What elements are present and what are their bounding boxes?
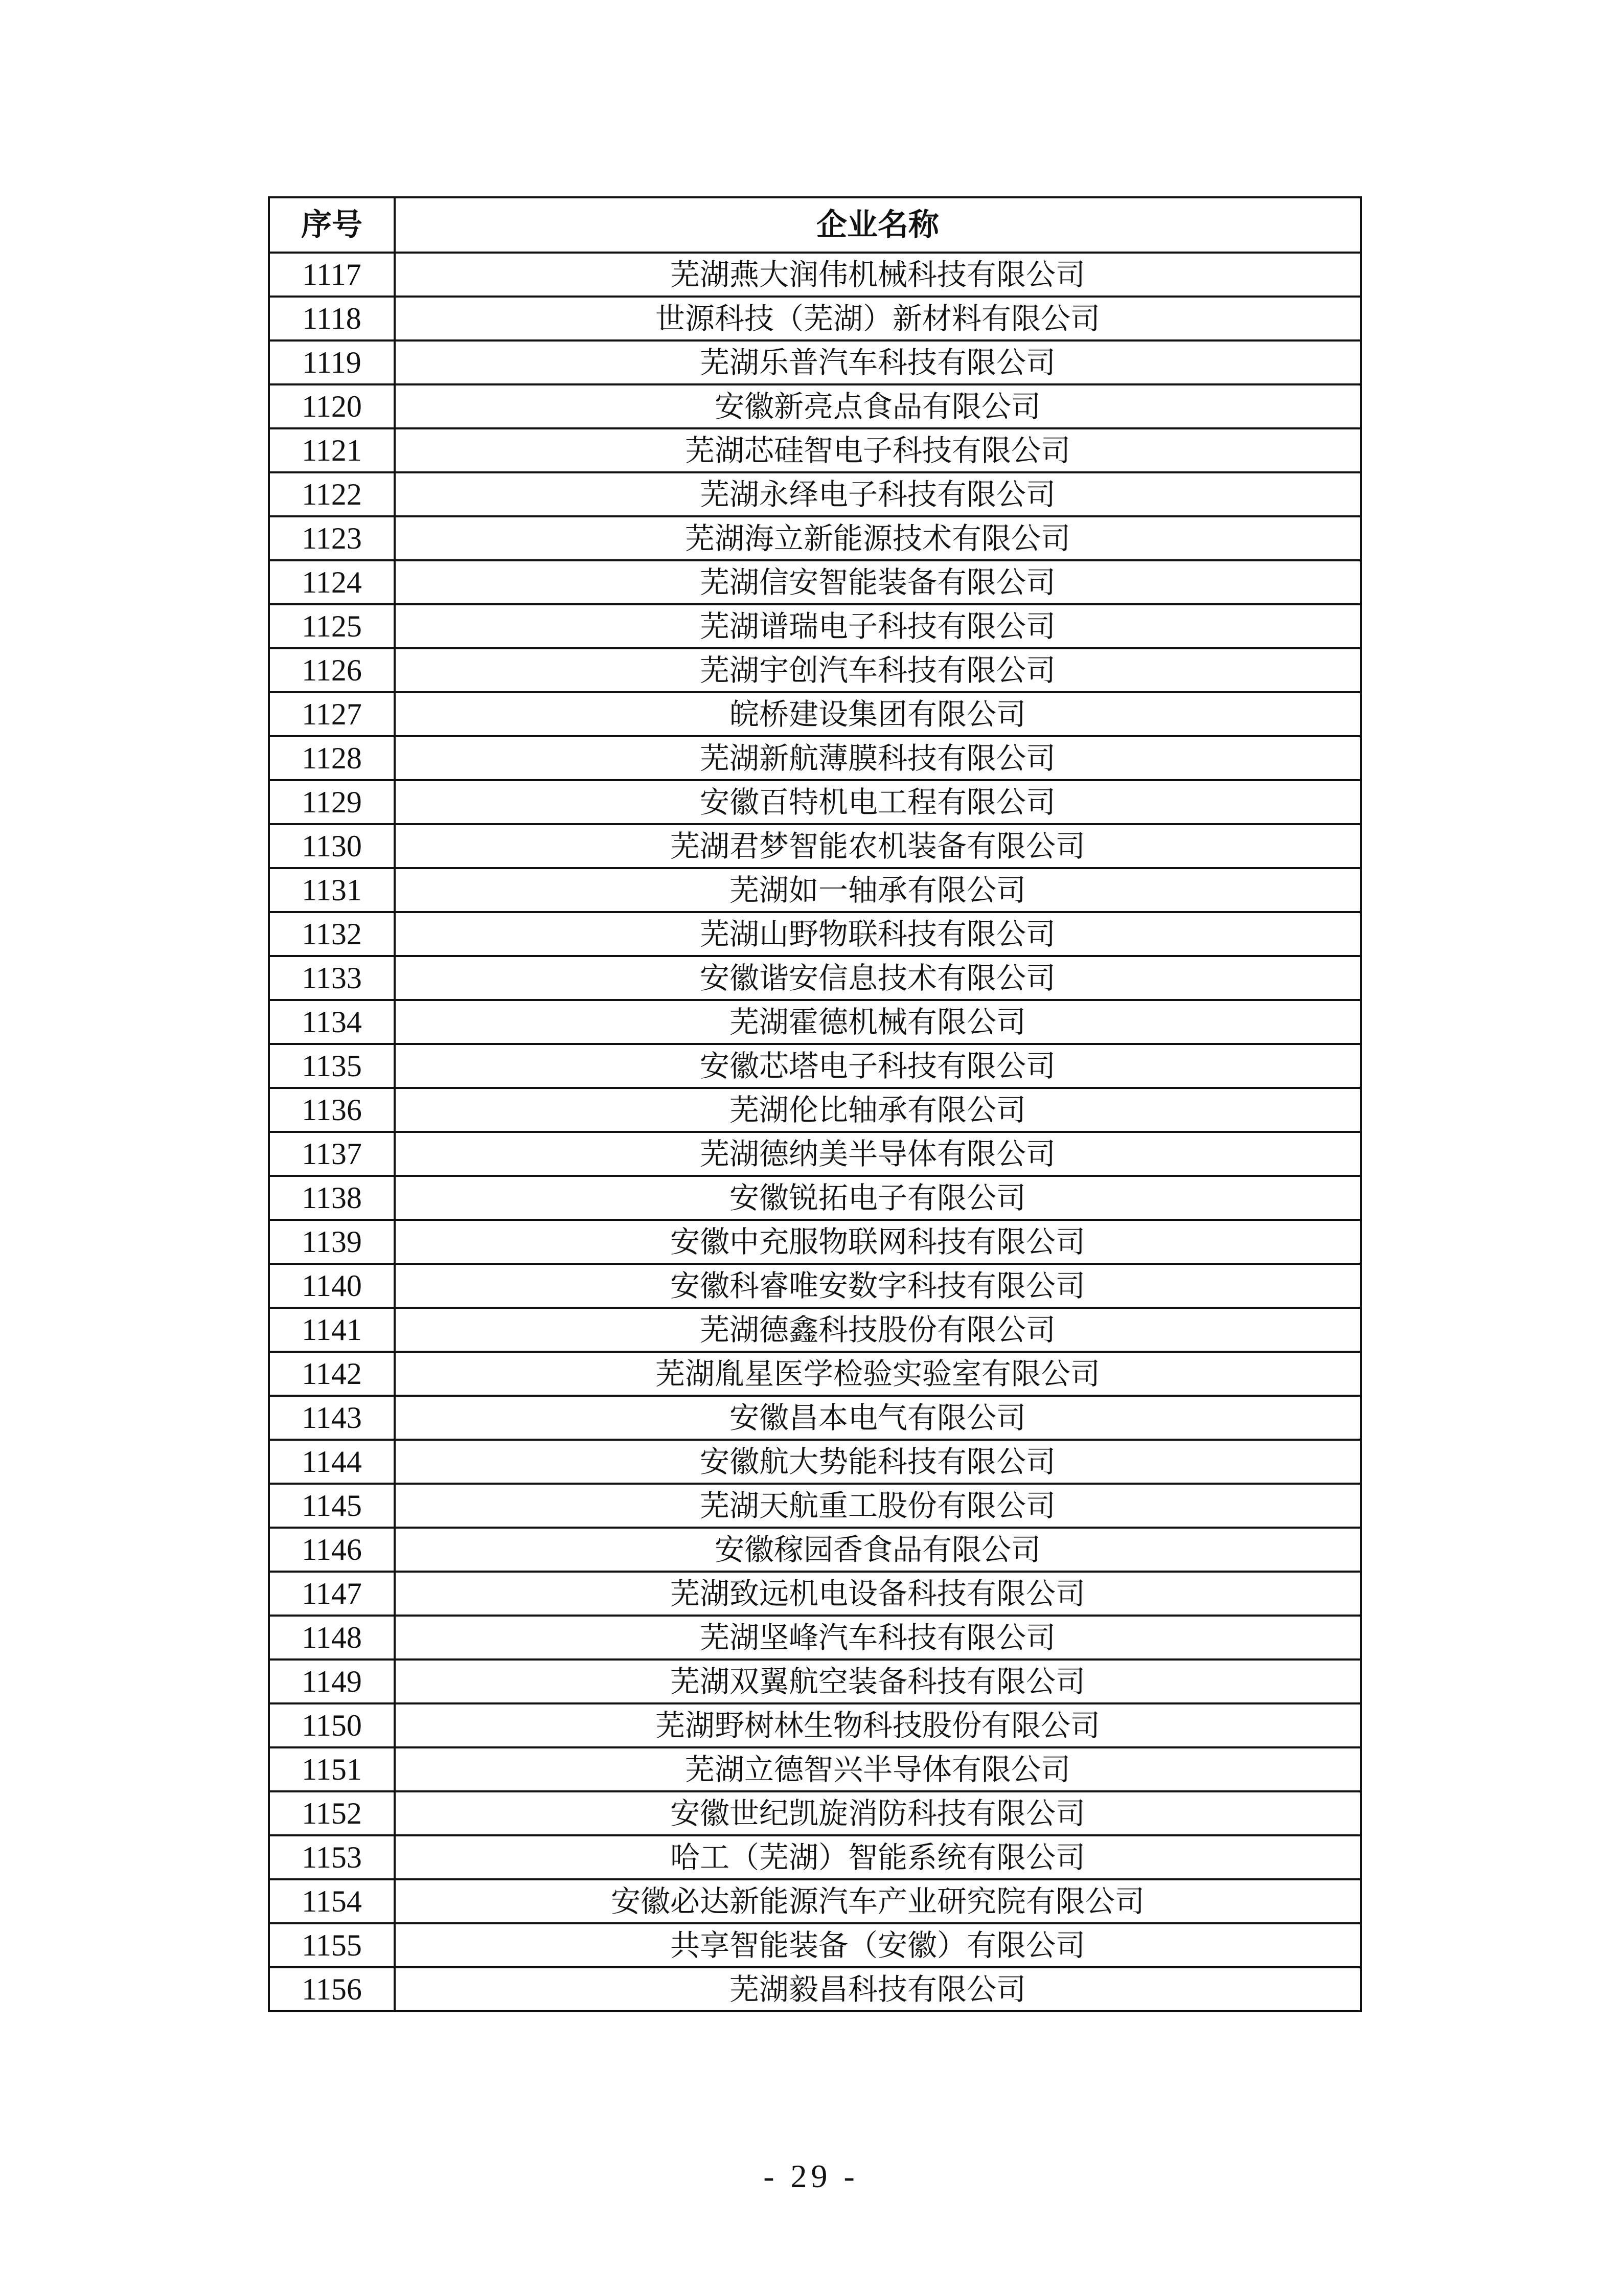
row-number: 1131 xyxy=(269,868,395,912)
table-row xyxy=(269,692,1361,736)
row-number: 1121 xyxy=(269,428,395,472)
row-number: 1151 xyxy=(269,1747,395,1791)
row-number: 1134 xyxy=(269,1000,395,1044)
row-number: 1141 xyxy=(269,1308,395,1352)
company-name: 皖桥建设集团有限公司 xyxy=(395,692,1361,736)
company-name: 芜湖霍德机械有限公司 xyxy=(395,1000,1361,1044)
table-row xyxy=(269,297,1361,340)
company-list-table xyxy=(268,196,1362,2012)
header-number: 序号 xyxy=(269,197,395,253)
row-number: 1156 xyxy=(269,1967,395,2011)
header-company-name: 企业名称 xyxy=(395,197,1361,253)
row-number: 1118 xyxy=(269,297,395,340)
row-number: 1132 xyxy=(269,912,395,956)
company-name: 芜湖立德智兴半导体有限公司 xyxy=(395,1747,1361,1791)
row-number: 1126 xyxy=(269,648,395,692)
row-number: 1120 xyxy=(269,384,395,428)
company-name: 安徽中充服物联网科技有限公司 xyxy=(395,1220,1361,1264)
row-number: 1136 xyxy=(269,1088,395,1132)
company-name: 芜湖芯硅智电子科技有限公司 xyxy=(395,428,1361,472)
company-name: 安徽航大势能科技有限公司 xyxy=(395,1440,1361,1484)
company-name: 芜湖伦比轴承有限公司 xyxy=(395,1088,1361,1132)
company-name: 芜湖双翼航空装备科技有限公司 xyxy=(395,1660,1361,1703)
table-row xyxy=(269,1703,1361,1747)
table-row xyxy=(269,560,1361,604)
company-name: 安徽新亮点食品有限公司 xyxy=(395,384,1361,428)
row-number: 1139 xyxy=(269,1220,395,1264)
company-name: 安徽昌本电气有限公司 xyxy=(395,1396,1361,1440)
company-name: 哈工（芜湖）智能系统有限公司 xyxy=(395,1835,1361,1879)
company-name: 安徽稼园香食品有限公司 xyxy=(395,1528,1361,1572)
row-number: 1153 xyxy=(269,1835,395,1879)
table-row xyxy=(269,516,1361,560)
table-row xyxy=(269,1220,1361,1264)
row-number: 1133 xyxy=(269,956,395,1000)
table-row xyxy=(269,1176,1361,1220)
table-row xyxy=(269,253,1361,297)
company-name: 安徽世纪凯旋消防科技有限公司 xyxy=(395,1791,1361,1835)
row-number: 1123 xyxy=(269,516,395,560)
row-number: 1143 xyxy=(269,1396,395,1440)
table-row xyxy=(269,1923,1361,1967)
table-row xyxy=(269,1396,1361,1440)
company-name: 芜湖信安智能装备有限公司 xyxy=(395,560,1361,604)
table-row xyxy=(269,956,1361,1000)
company-list-table-wrapper xyxy=(268,196,1360,2012)
company-name: 芜湖毅昌科技有限公司 xyxy=(395,1967,1361,2011)
table-row xyxy=(269,1264,1361,1308)
company-name: 安徽百特机电工程有限公司 xyxy=(395,780,1361,824)
table-row xyxy=(269,1879,1361,1923)
table-row xyxy=(269,384,1361,428)
company-name: 芜湖谱瑞电子科技有限公司 xyxy=(395,604,1361,648)
row-number: 1130 xyxy=(269,824,395,868)
table-row xyxy=(269,824,1361,868)
table-row xyxy=(269,1835,1361,1879)
table-row xyxy=(269,1440,1361,1484)
company-name: 安徽谐安信息技术有限公司 xyxy=(395,956,1361,1000)
row-number: 1138 xyxy=(269,1176,395,1220)
table-row xyxy=(269,1791,1361,1835)
table-row xyxy=(269,912,1361,956)
company-name: 安徽芯塔电子科技有限公司 xyxy=(395,1044,1361,1088)
table-body xyxy=(269,253,1361,2011)
table-row xyxy=(269,1088,1361,1132)
company-name: 芜湖新航薄膜科技有限公司 xyxy=(395,736,1361,780)
company-name: 芜湖胤星医学检验实验室有限公司 xyxy=(395,1352,1361,1396)
row-number: 1117 xyxy=(269,253,395,297)
row-number: 1150 xyxy=(269,1703,395,1747)
company-name: 芜湖君梦智能农机装备有限公司 xyxy=(395,824,1361,868)
table-row xyxy=(269,868,1361,912)
row-number: 1135 xyxy=(269,1044,395,1088)
table-row xyxy=(269,340,1361,384)
table-row xyxy=(269,1660,1361,1703)
company-name: 芜湖海立新能源技术有限公司 xyxy=(395,516,1361,560)
company-name: 芜湖坚峰汽车科技有限公司 xyxy=(395,1616,1361,1660)
row-number: 1137 xyxy=(269,1132,395,1176)
row-number: 1145 xyxy=(269,1484,395,1528)
company-name: 芜湖永绎电子科技有限公司 xyxy=(395,472,1361,516)
table-header-row xyxy=(269,197,1361,253)
company-name: 芜湖天航重工股份有限公司 xyxy=(395,1484,1361,1528)
table-row xyxy=(269,1616,1361,1660)
company-name: 芜湖如一轴承有限公司 xyxy=(395,868,1361,912)
company-name: 芜湖山野物联科技有限公司 xyxy=(395,912,1361,956)
company-name: 芜湖燕大润伟机械科技有限公司 xyxy=(395,253,1361,297)
table-row xyxy=(269,1484,1361,1528)
row-number: 1128 xyxy=(269,736,395,780)
table-row xyxy=(269,1132,1361,1176)
company-name: 芜湖宇创汽车科技有限公司 xyxy=(395,648,1361,692)
company-name: 安徽锐拓电子有限公司 xyxy=(395,1176,1361,1220)
row-number: 1129 xyxy=(269,780,395,824)
row-number: 1146 xyxy=(269,1528,395,1572)
table-row xyxy=(269,736,1361,780)
company-name: 安徽必达新能源汽车产业研究院有限公司 xyxy=(395,1879,1361,1923)
table-row xyxy=(269,648,1361,692)
row-number: 1124 xyxy=(269,560,395,604)
company-name: 芜湖致远机电设备科技有限公司 xyxy=(395,1572,1361,1616)
row-number: 1147 xyxy=(269,1572,395,1616)
row-number: 1148 xyxy=(269,1616,395,1660)
table-row xyxy=(269,472,1361,516)
row-number: 1154 xyxy=(269,1879,395,1923)
company-name: 安徽科睿唯安数字科技有限公司 xyxy=(395,1264,1361,1308)
row-number: 1122 xyxy=(269,472,395,516)
row-number: 1125 xyxy=(269,604,395,648)
table-row xyxy=(269,780,1361,824)
page-number: - 29 - xyxy=(763,2158,859,2194)
table-row xyxy=(269,1352,1361,1396)
table-row xyxy=(269,1572,1361,1616)
company-name: 芜湖德鑫科技股份有限公司 xyxy=(395,1308,1361,1352)
row-number: 1155 xyxy=(269,1923,395,1967)
company-name: 芜湖德纳美半导体有限公司 xyxy=(395,1132,1361,1176)
table-row xyxy=(269,1747,1361,1791)
table-row xyxy=(269,1044,1361,1088)
row-number: 1142 xyxy=(269,1352,395,1396)
table-row xyxy=(269,1000,1361,1044)
table-row xyxy=(269,428,1361,472)
row-number: 1149 xyxy=(269,1660,395,1703)
row-number: 1127 xyxy=(269,692,395,736)
table-row xyxy=(269,1967,1361,2011)
company-name: 芜湖野树林生物科技股份有限公司 xyxy=(395,1703,1361,1747)
company-name: 芜湖乐普汽车科技有限公司 xyxy=(395,340,1361,384)
row-number: 1144 xyxy=(269,1440,395,1484)
table-row xyxy=(269,1308,1361,1352)
row-number: 1152 xyxy=(269,1791,395,1835)
company-name: 世源科技（芜湖）新材料有限公司 xyxy=(395,297,1361,340)
company-name: 共享智能装备（安徽）有限公司 xyxy=(395,1923,1361,1967)
table-row xyxy=(269,604,1361,648)
row-number: 1140 xyxy=(269,1264,395,1308)
row-number: 1119 xyxy=(269,340,395,384)
table-row xyxy=(269,1528,1361,1572)
